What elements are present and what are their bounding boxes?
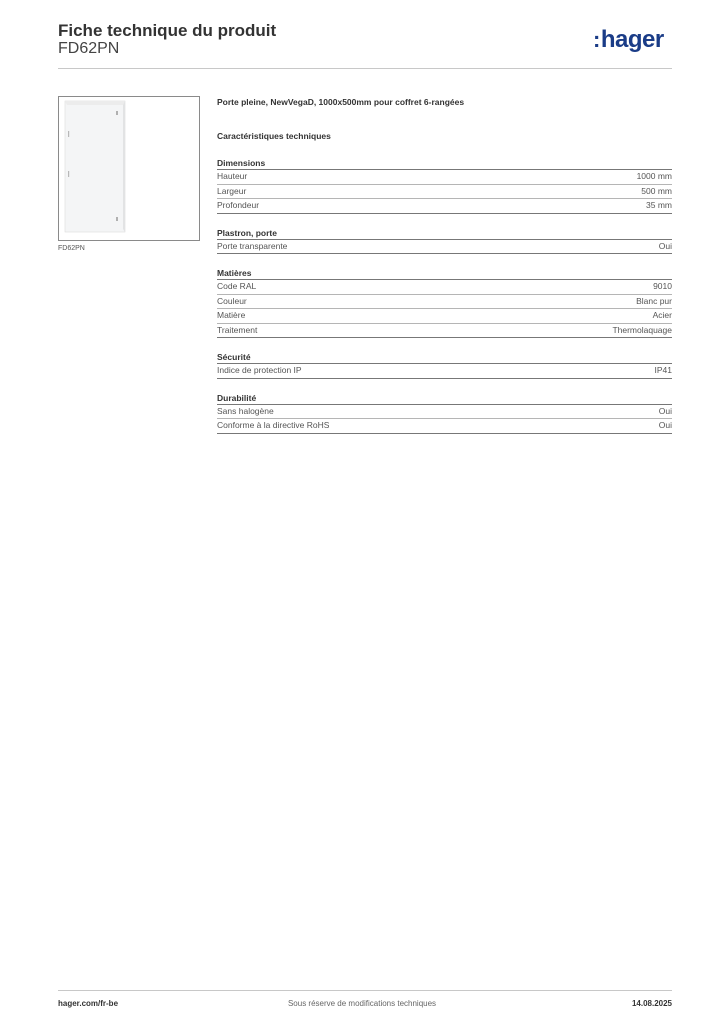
header-divider [58, 68, 672, 69]
spec-label: Profondeur [217, 200, 260, 210]
spec-row [217, 240, 672, 255]
page-title: Fiche technique du produit [58, 21, 277, 40]
hager-logo[interactable] [593, 26, 664, 54]
logo-colon-icon: : [593, 27, 600, 52]
spec-group [217, 393, 672, 434]
spec-group-title: Durabilité [217, 393, 672, 405]
spec-value: Oui [658, 420, 672, 430]
spec-value: IP41 [654, 365, 672, 375]
section-heading: Caractéristiques techniques [217, 131, 331, 141]
spec-row [217, 170, 672, 185]
spec-groups [217, 158, 672, 434]
spec-label: Sans halogène [217, 405, 274, 416]
spec-value: Oui [658, 405, 672, 416]
spec-label: Couleur [217, 295, 247, 306]
spec-label: Hauteur [217, 171, 248, 181]
spec-row [217, 199, 672, 214]
spec-group [217, 158, 672, 214]
spec-value: Blanc pur [636, 295, 672, 306]
spec-group-title: Sécurité [217, 352, 672, 364]
spec-value: Thermolaquage [612, 324, 672, 335]
spec-group [217, 352, 672, 379]
spec-group [217, 268, 672, 338]
spec-row [217, 295, 672, 310]
footer-disclaimer: Sous réserve de modifications techniques [287, 999, 437, 1008]
spec-label: Porte transparente [217, 240, 288, 251]
spec-row [217, 280, 672, 295]
product-description: Porte pleine, NewVegaD, 1000x500mm pour coffret 6-rangées [217, 97, 465, 107]
spec-value: 1000 mm [636, 171, 672, 181]
spec-label: Matière [217, 310, 246, 320]
spec-label: Conforme à la directive RoHS [217, 420, 330, 430]
spec-row [217, 405, 672, 420]
footer-date: 14.08.2025 [631, 999, 672, 1008]
spec-group-title: Matières [217, 268, 672, 280]
spec-label: Traitement [217, 324, 258, 335]
product-image [58, 96, 200, 241]
spec-content [217, 96, 672, 434]
spec-value: Acier [652, 310, 672, 320]
spec-group-title: Dimensions [217, 158, 672, 170]
spec-row [217, 309, 672, 324]
spec-row [217, 364, 672, 379]
spec-group-title: Plastron, porte [217, 228, 672, 240]
spec-value: Oui [658, 240, 672, 251]
spec-row [217, 185, 672, 200]
image-caption: FD62PN [58, 245, 85, 252]
spec-label: Indice de protection IP [217, 365, 302, 375]
door-panel-icon [59, 97, 199, 240]
spec-row [217, 324, 672, 339]
product-code: FD62PN [58, 40, 120, 57]
spec-value: 9010 [653, 281, 672, 291]
spec-group [217, 228, 672, 255]
spec-value: 35 mm [646, 200, 672, 210]
footer-divider [58, 990, 672, 991]
footer-website-link[interactable]: hager.com/fr-be [58, 999, 119, 1008]
spec-label: Largeur [217, 185, 247, 196]
spec-label: Code RAL [217, 281, 257, 291]
spec-value: 500 mm [641, 185, 672, 196]
spec-row [217, 419, 672, 434]
logo-text: hager [600, 26, 664, 53]
